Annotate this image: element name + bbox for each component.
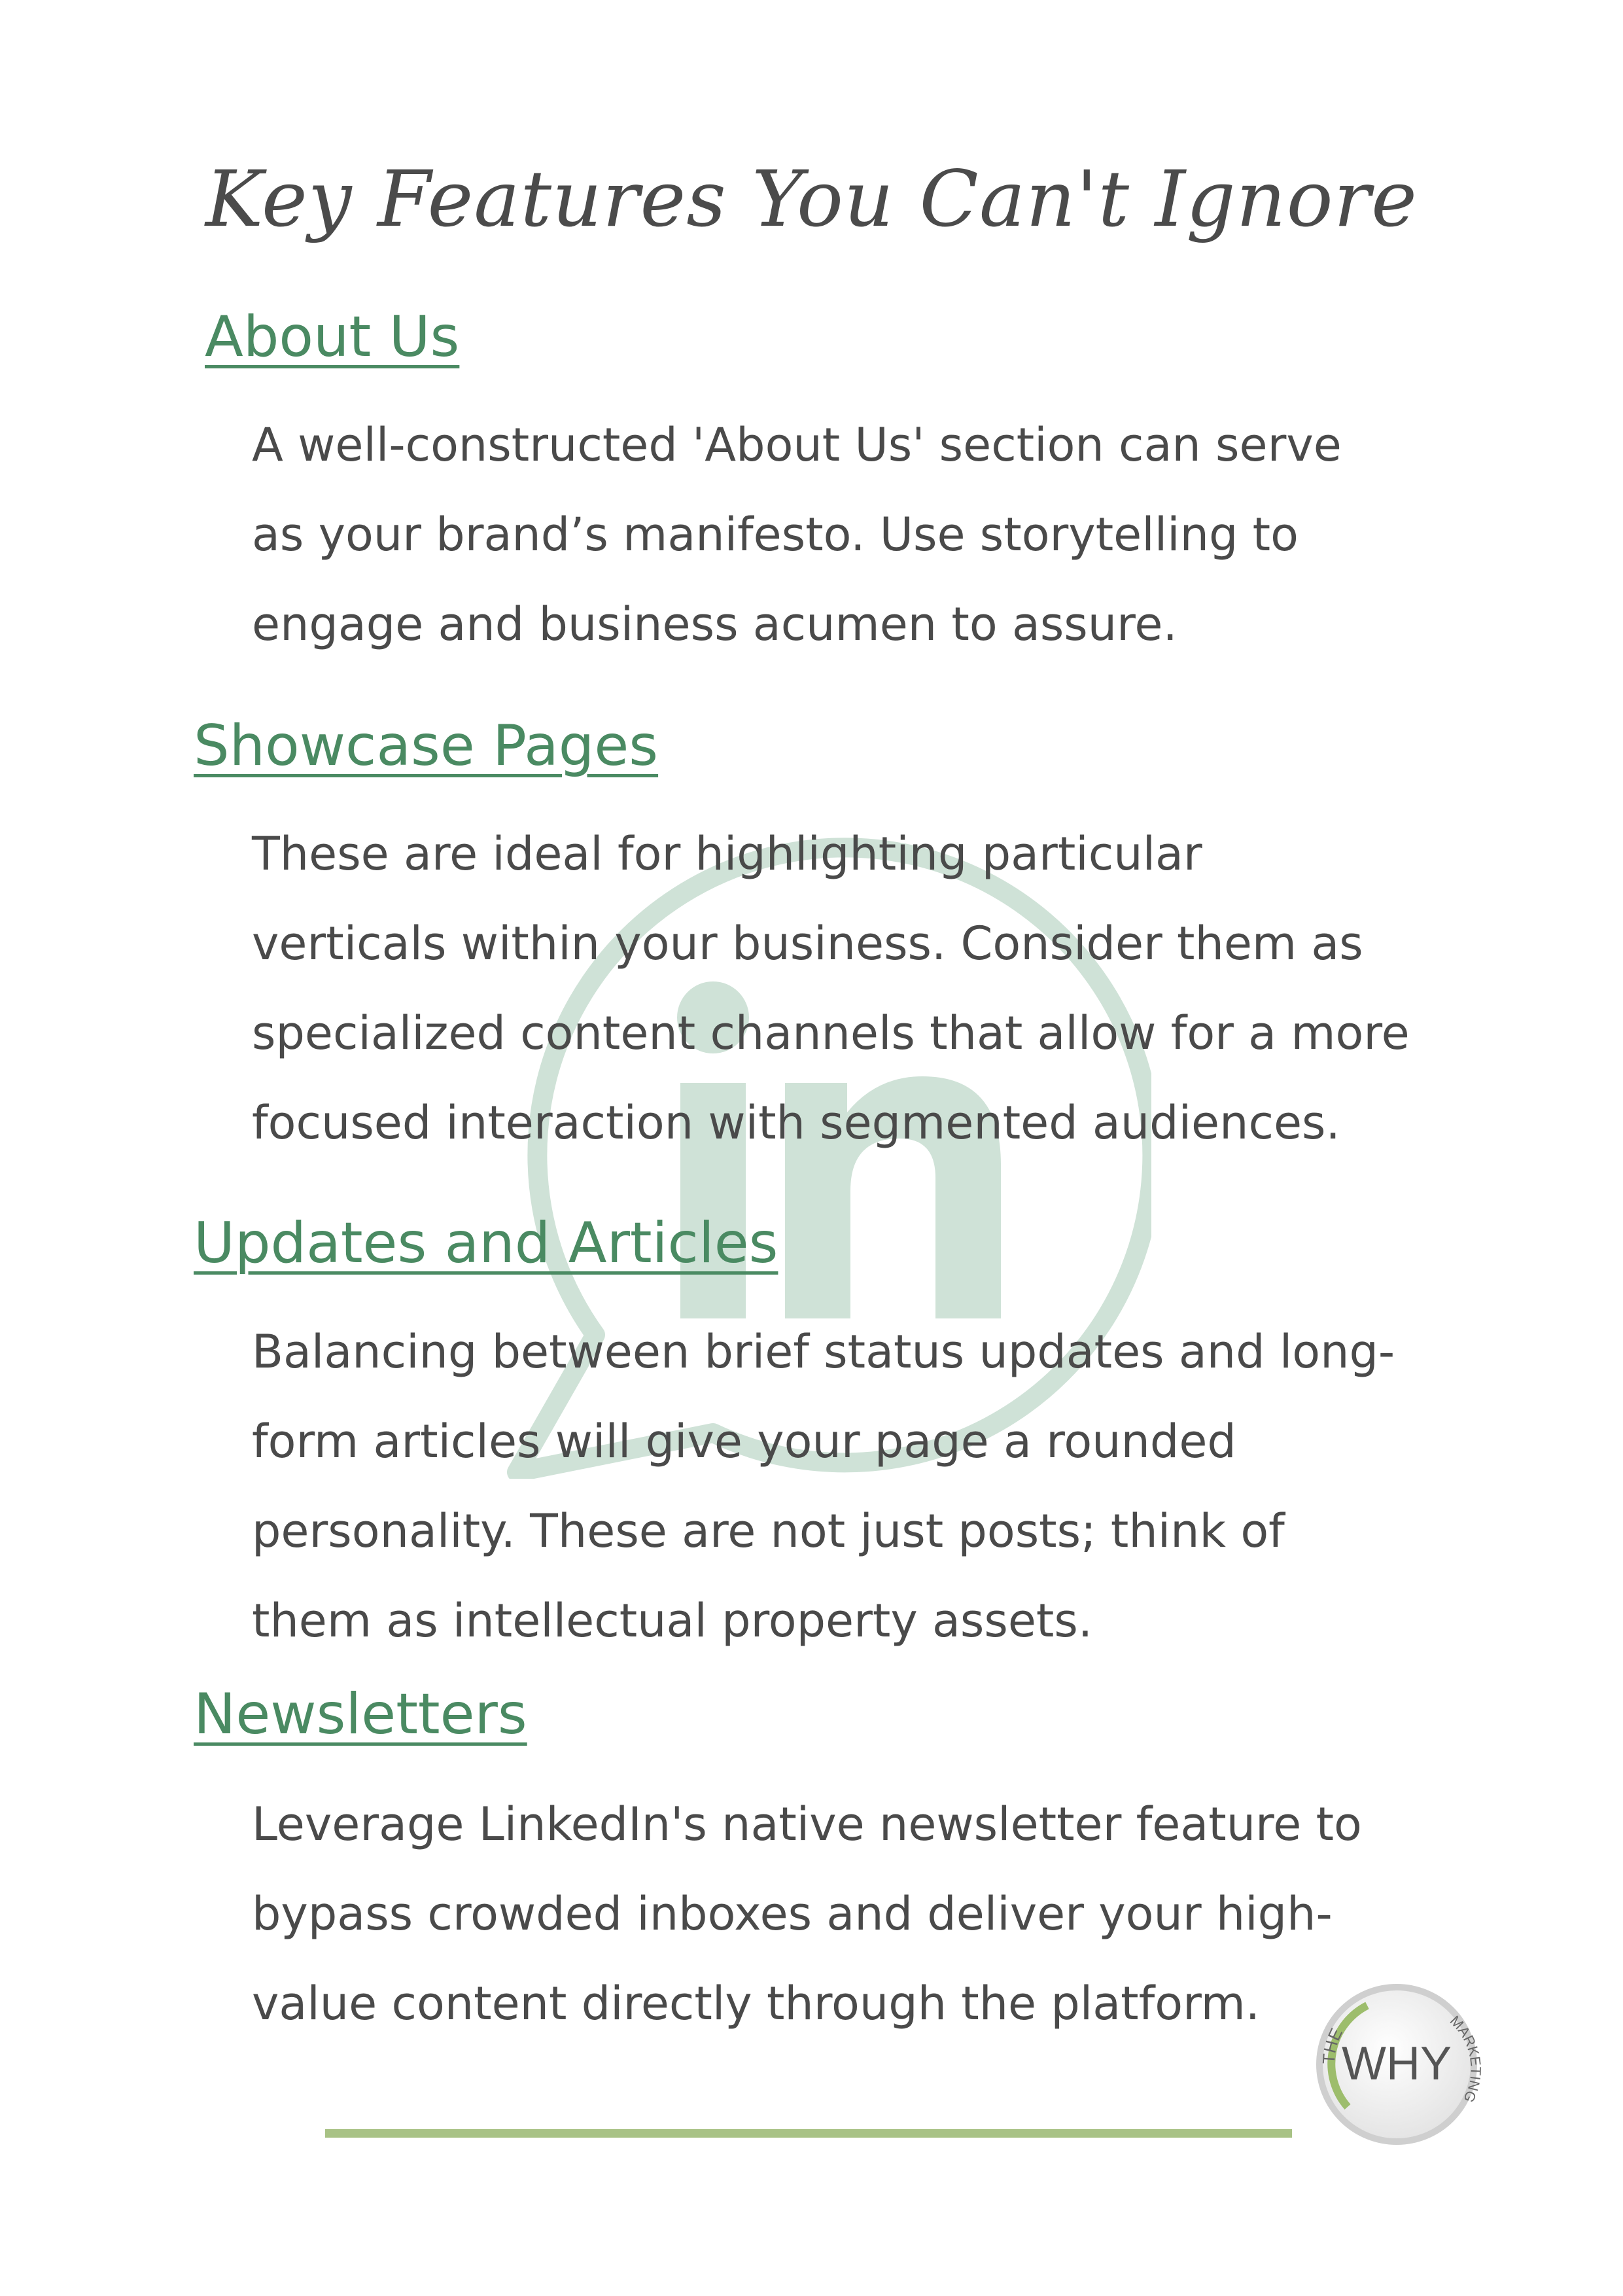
section-body-updates-and-articles [252,1307,1482,1666]
body-line: specialized content channels that allow for a more [252,1006,1410,1060]
body-line: engage and business acumen to assure. [252,597,1178,651]
section-heading-about-us[interactable]: About Us [205,304,460,370]
body-line: Balancing between brief status updates and long- [252,1325,1395,1379]
body-line: A well-constructed 'About Us' section can serve [252,418,1342,472]
body-line: form articles will give your page a rounded [252,1415,1236,1468]
logo-side-text: MARKETING [1446,2012,1484,2106]
body-line: bypass crowded inboxes and deliver your high- [252,1887,1333,1941]
body-line: focused interaction with segmented audiences. [252,1096,1340,1150]
body-line: them as intellectual property assets. [252,1594,1093,1648]
the-why-marketing-logo [1308,1976,1485,2153]
page-title: Key Features You Can't Ignore [205,154,1418,244]
body-line: as your brand’s manifesto. Use storytelling to [252,508,1299,561]
section-body-showcase-pages [252,809,1482,1168]
section-heading-newsletters[interactable]: Newsletters [194,1682,527,1747]
body-line: Leverage LinkedIn's native newsletter feature to [252,1797,1362,1851]
section-heading-showcase-pages[interactable]: Showcase Pages [194,713,659,779]
section-body-newsletters [252,1780,1482,2049]
body-line: personality. These are not just posts; think of [252,1504,1285,1558]
logo-word: WHY [1342,2038,1452,2090]
body-line: These are ideal for highlighting particular [252,827,1202,881]
body-line: value content directly through the platform. [252,1977,1261,2030]
footer-divider [325,2129,1292,2138]
section-body-about-us [252,400,1482,669]
body-line: verticals within your business. Consider them as [252,917,1363,970]
section-heading-updates-and-articles[interactable]: Updates and Articles [194,1210,778,1276]
logo-top-text: THE [1318,2024,1347,2065]
